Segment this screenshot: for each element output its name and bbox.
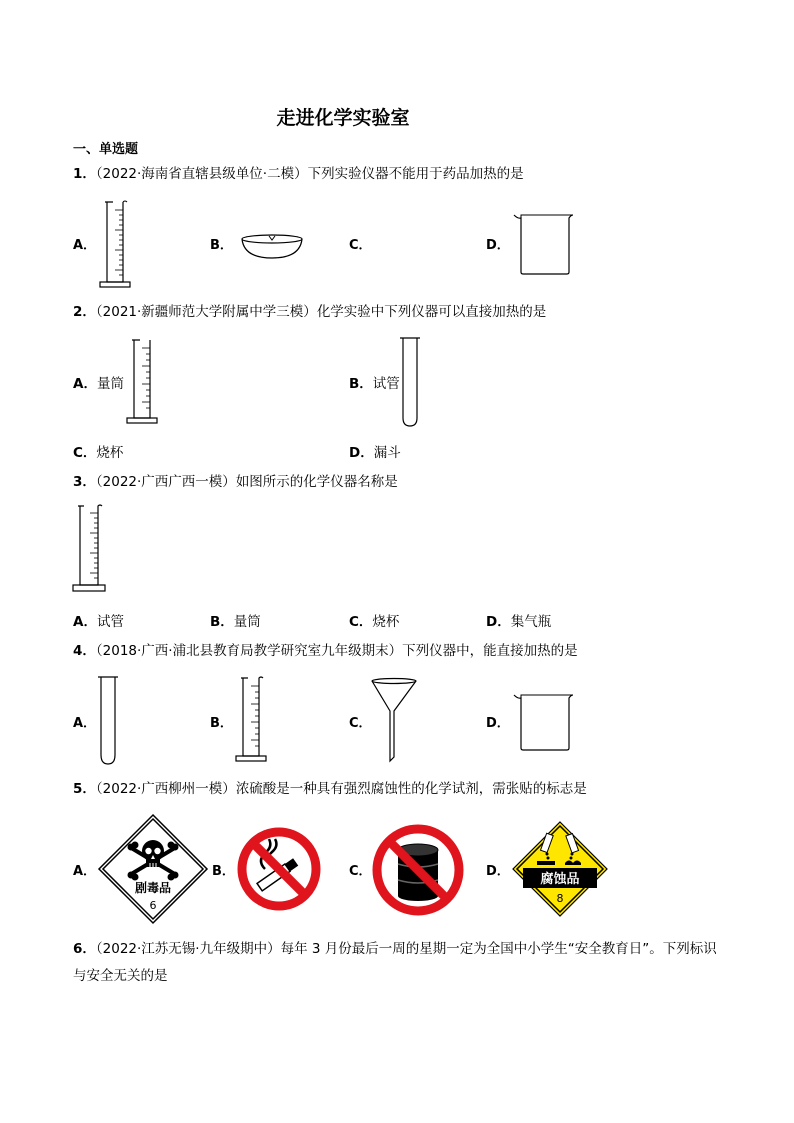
option-c: C． [349,716,372,731]
question-text: 每年 3 月份最后一周的星期一定为全国中小学生“安全教育日”。下列标识 [280,941,717,957]
test-tube-icon [398,336,422,428]
question-5 [73,776,587,803]
funnel-icon [370,677,420,765]
question-number: 5． [73,781,96,797]
corrosive-sign-class: 8 [556,892,564,905]
option-d: D． [486,238,510,253]
question-number: 6． [73,941,96,957]
option-a: A． [73,238,97,253]
question-3 [73,469,398,496]
option-b: B． [210,716,233,731]
poison-sign-icon [97,813,209,925]
question-2 [73,299,546,326]
question-source: （2022·广西广西一模） [95,474,236,490]
question-text: 下列实验仪器不能用于药品加热的是 [307,166,524,182]
option-c: C．烧杯 [73,445,124,461]
option-a: A． [73,716,97,731]
no-smoking-sign-icon [235,825,323,913]
beaker-icon [512,692,574,752]
question-number: 1． [73,166,96,182]
prohibition-drum-sign-icon [370,822,466,918]
option-b: B．试管 [349,376,400,392]
poison-sign-class: 6 [149,899,157,912]
option-a: A．量筒 [73,376,124,392]
question-text: 如图所示的化学仪器名称是 [235,474,398,490]
page-title: 走进化学实验室 [276,107,410,129]
option-d: D．集气瓶 [486,614,552,630]
option-b: B． [210,238,233,253]
graduated-cylinder-icon [96,200,136,290]
poison-sign-label: 剧毒品 [134,881,172,895]
graduated-cylinder-icon [123,338,163,428]
question-number: 3． [73,474,96,490]
section-heading: 一、单选题 [73,142,139,157]
option-c: C． [349,238,372,253]
question-source: （2022·海南省直辖县级单位·二模） [95,166,308,182]
question-6 [73,936,733,990]
beaker-icon [512,212,574,278]
question-number: 2． [73,304,96,320]
corrosive-sign-label: 腐蚀品 [540,872,580,887]
graduated-cylinder-icon [233,676,273,764]
question-1 [73,161,524,188]
question-4 [73,638,578,665]
option-a: A． [73,864,97,879]
option-c: C．烧杯 [349,614,400,630]
question-text-continued: 与安全无关的是 [73,968,168,984]
option-b: B．量筒 [210,614,261,630]
option-b: B． [212,864,235,879]
test-tube-icon [96,675,120,767]
question-number: 4． [73,643,96,659]
corrosive-sign-icon [511,820,609,918]
evaporating-dish-icon [240,232,304,262]
question-source: （2018·广西·浦北县教育局教学研究室九年级期末） [95,643,403,659]
option-a: A．试管 [73,614,124,630]
question-source: （2021·新疆师范大学附属中学三模） [95,304,317,320]
question-text: 浓硫酸是一种具有强烈腐蚀性的化学试剂，需张贴的标志是 [235,781,587,797]
question-text: 下列仪器中，能直接加热的是 [402,643,578,659]
question-source: （2022·广西柳州一模） [95,781,236,797]
question-source: （2022·江苏无锡·九年级期中） [95,941,281,957]
option-c: C． [349,864,372,879]
option-d: D．漏斗 [349,445,401,461]
option-d: D． [486,716,510,731]
option-d: D． [486,864,510,879]
question-text: 化学实验中下列仪器可以直接加热的是 [316,304,547,320]
graduated-cylinder-icon [70,503,110,595]
